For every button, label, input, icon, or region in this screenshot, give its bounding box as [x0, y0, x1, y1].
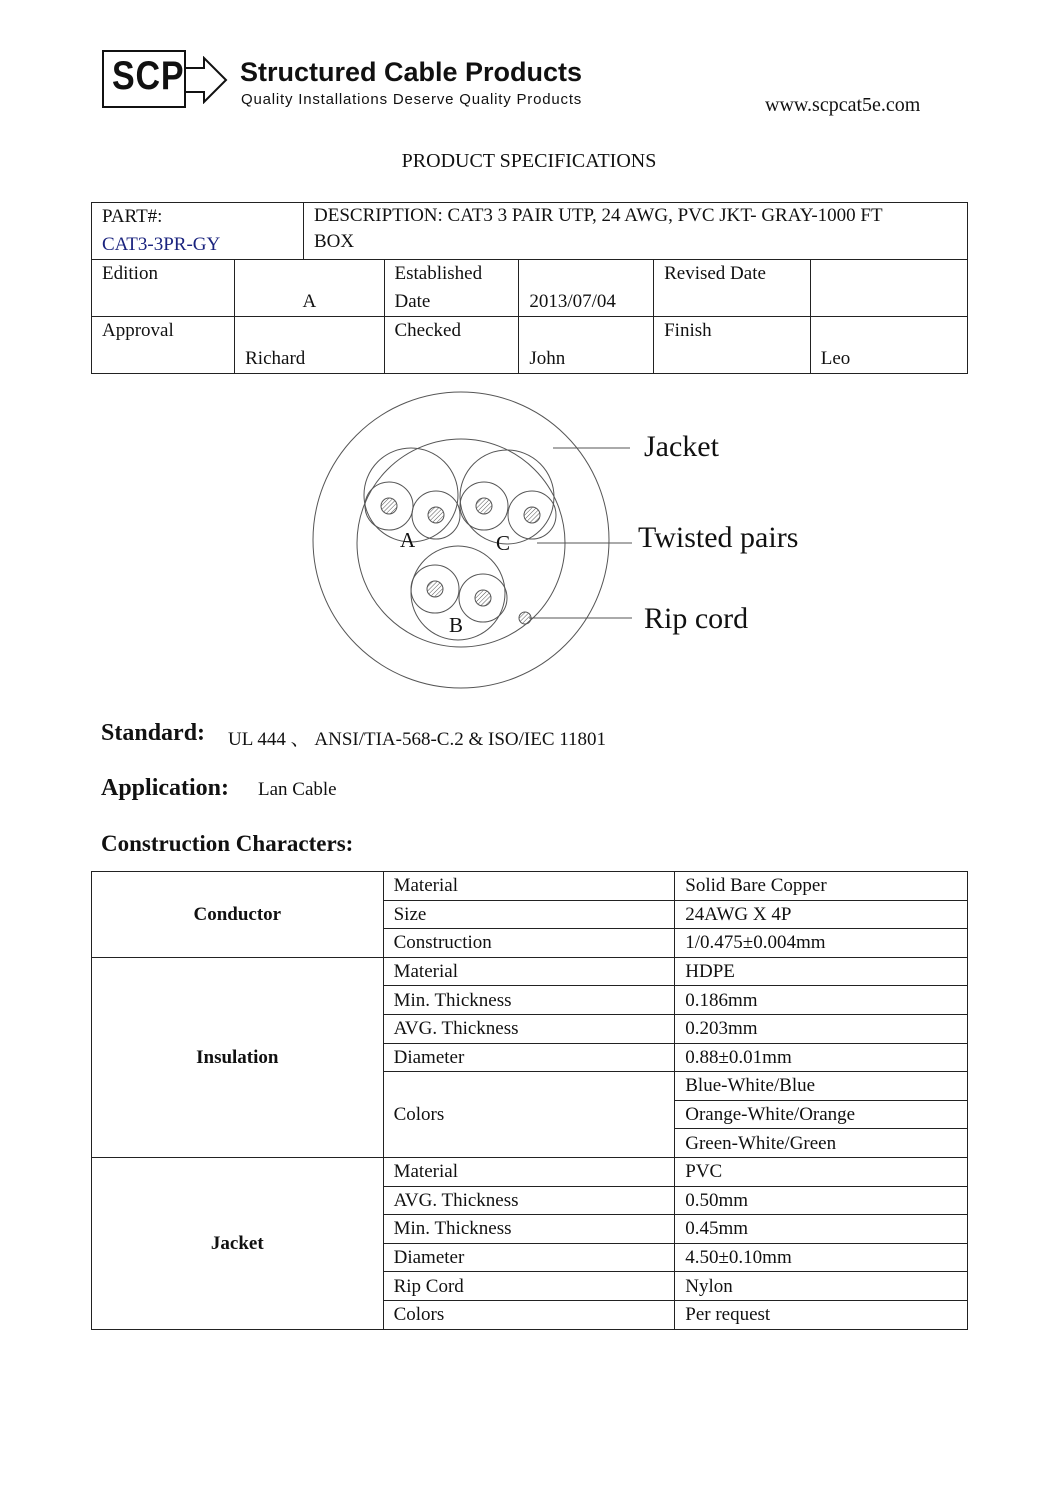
value: Solid Bare Copper [675, 872, 968, 901]
checked-value: John [519, 317, 654, 374]
value: Orange-White/Orange [675, 1100, 968, 1129]
value: Green-White/Green [675, 1129, 968, 1158]
tagline: Quality Installations Deserve Quality Products [241, 91, 583, 108]
property: AVG. Thickness [383, 1014, 675, 1043]
established-value: 2013/07/04 [519, 260, 654, 317]
property: Colors [383, 1300, 675, 1329]
conductor-core [524, 507, 540, 523]
website-url: www.scpcat5e.com [765, 94, 921, 116]
property: Rip Cord [383, 1272, 675, 1301]
part-label: PART#: [102, 206, 163, 227]
property: Construction [383, 929, 675, 958]
conductor-core [427, 581, 443, 597]
property: Size [383, 900, 675, 929]
property: Material [383, 872, 675, 901]
approval-value: Richard [235, 317, 384, 374]
conductor-group: Conductor [92, 872, 384, 958]
approval-label: Approval [92, 317, 235, 374]
page-title: PRODUCT SPECIFICATIONS [401, 150, 657, 172]
pair-a-label: A [400, 528, 416, 552]
property: Diameter [383, 1243, 675, 1272]
jacket-group: Jacket [92, 1157, 384, 1329]
conductor-core [428, 507, 444, 523]
jacket-label: Jacket [644, 430, 719, 463]
cable-cross-section-diagram [0, 0, 1058, 720]
value: Blue-White/Blue [675, 1072, 968, 1101]
value: Per request [675, 1300, 968, 1329]
application-value: Lan Cable [258, 779, 337, 800]
edition-label: Edition [92, 260, 235, 317]
pair-c-circle [460, 450, 554, 544]
property: AVG. Thickness [383, 1186, 675, 1215]
part-number: CAT3-3PR-GY [102, 234, 221, 255]
brand-name: Structured Cable Products [240, 57, 583, 87]
value: HDPE [675, 957, 968, 986]
revised-label: Revised Date [654, 260, 811, 317]
value: 0.50mm [675, 1186, 968, 1215]
value: 24AWG X 4P [675, 900, 968, 929]
standard-value: UL 444 、 ANSI/TIA-568-C.2 & ISO/IEC 11801 [228, 729, 607, 750]
value: PVC [675, 1157, 968, 1186]
rip-cord-label: Rip cord [644, 602, 749, 635]
property: Colors [383, 1072, 675, 1158]
value: 1/0.475±0.004mm [675, 929, 968, 958]
value: 4.50±0.10mm [675, 1243, 968, 1272]
property: Min. Thickness [383, 986, 675, 1015]
edition-value: A [235, 260, 384, 317]
property: Material [383, 957, 675, 986]
construction-title: Construction Characters: [101, 831, 354, 856]
value: 0.203mm [675, 1014, 968, 1043]
property: Diameter [383, 1043, 675, 1072]
twisted-pairs-label: Twisted pairs [638, 521, 799, 554]
checked-label: Checked [384, 317, 519, 374]
finish-value: Leo [810, 317, 967, 374]
property: Min. Thickness [383, 1215, 675, 1244]
established-label: Established Date [384, 260, 519, 317]
conductor-core [381, 498, 397, 514]
value: 0.45mm [675, 1215, 968, 1244]
pair-c-label: C [496, 531, 511, 555]
logo: SCP [112, 54, 185, 98]
conductor-core [476, 498, 492, 514]
standard-label: Standard: [101, 720, 206, 746]
value: 0.88±0.01mm [675, 1043, 968, 1072]
description: DESCRIPTION: CAT3 3 PAIR UTP, 24 AWG, PVC JKT- GRAY-1000 FT BOX [314, 205, 883, 252]
application-label: Application: [101, 775, 230, 801]
pair-b-label: B [449, 613, 464, 637]
insulation-group: Insulation [92, 957, 384, 1157]
value: 0.186mm [675, 986, 968, 1015]
property: Material [383, 1157, 675, 1186]
value: Nylon [675, 1272, 968, 1301]
construction-table [91, 871, 968, 1330]
conductor-core [475, 590, 491, 606]
finish-label: Finish [654, 317, 811, 374]
